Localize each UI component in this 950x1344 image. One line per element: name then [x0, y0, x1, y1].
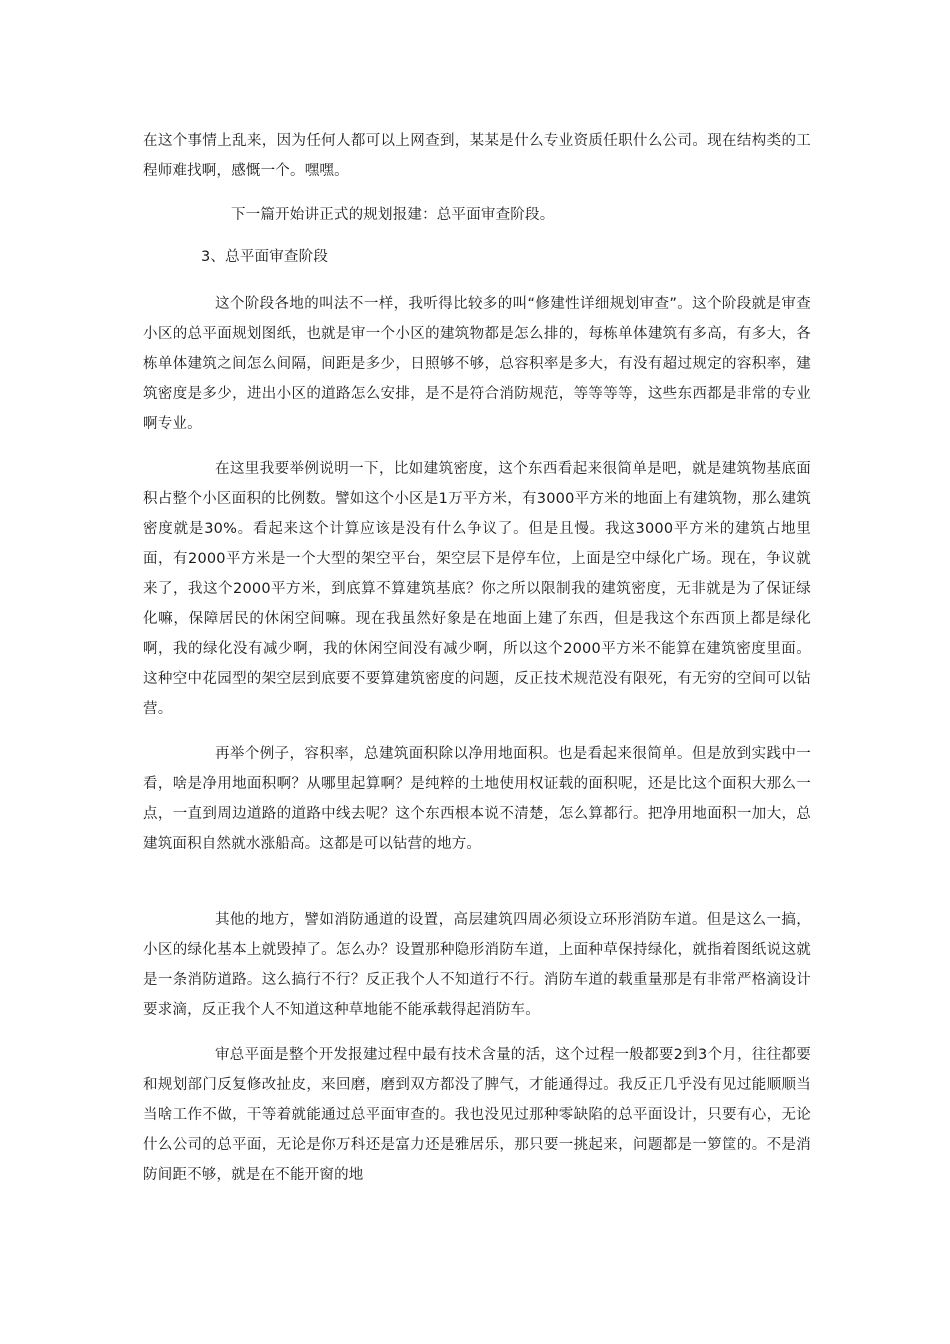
paragraph-review-summary: 审总平面是整个开发报建过程中最有技术含量的活，这个过程一般都要2到3个月，往往都要和规划部门反复修改扯皮，来回磨，磨到双方都没了脾气，才能通得过。我反正几乎没有见过能顺顺当当啥工作不做，干等着就能通过总平面审查的。我也没见过那种零缺陷的总平面设计，只要有心，无论什么公司的总平面，无论是你万科还是富力还是雅居乐，那只要一挑起来，问题都是一箩筐的。不是消防间距不够，就是在不能开窗的地	[143, 1047, 811, 1183]
paragraph-continuation: 在这个事情上乱来，因为任何人都可以上网查到，某某是什么专业资质任职什么公司。现在结构类的工程师难找啊，感慨一个。嘿嘿。	[143, 133, 811, 179]
paragraph-floor-area-ratio: 再举个例子，容积率，总建筑面积除以净用地面积。也是看起来很简单。但是放到实践中一看，啥是净用地面积啊？从哪里起算啊？是纯粹的土地使用权证载的面积呢，还是比这个面积大那么一点，一直到周边道路的道路中线去呢？这个东西根本说不清楚，怎么算都行。把净用地面积一加大，总建筑面积自然就水涨船高。这都是可以钻营的地方。	[143, 746, 811, 852]
document-page	[143, 126, 811, 1190]
paragraph-fire-lanes: 其他的地方，譬如消防通道的设置，高层建筑四周必须设立环形消防车道。但是这么一搞，小区的绿化基本上就毁掉了。怎么办？设置那种隐形消防车道，上面种草保持绿化，就指着图纸说这就是一条消防道路。这么搞行不行？反正我个人不知道行不行。消防车道的载重量那是有非常严格滴设计要求滴，反正我个人不知道这种草地能不能承载得起消防车。	[143, 912, 811, 1018]
paragraph-next-article-note: 下一篇开始讲正式的规划报建：总平面审查阶段。	[231, 207, 555, 223]
paragraph-stage-intro: 这个阶段各地的叫法不一样，我听得比较多的叫“修建性详细规划审查”。这个阶段就是审查小区的总平面规划图纸，也就是审一个小区的建筑物都是怎么排的，每栋单体建筑有多高，有多大，各栋单体建筑之间怎么间隔，间距是多少，日照够不够，总容积率是多大，有没有超过规定的容积率，建筑密度是多少，进出小区的道路怎么安排，是不是符合消防规范，等等等等，这些东西都是非常的专业啊专业。	[143, 296, 811, 432]
section-heading: 3、总平面审查阶段	[201, 249, 329, 265]
paragraph-building-density: 在这里我要举例说明一下，比如建筑密度，这个东西看起来很简单是吧，就是建筑物基底面积占整个小区面积的比例数。譬如这个小区是1万平方米，有3000平方米的地面上有建筑物，那么建筑密度就是30%。看起来这个计算应该是没有什么争议了。但是且慢。我这3000平方米的建筑占地里面，有2000平方米是一个大型的架空平台，架空层下是停车位，上面是空中绿化广场。现在，争议就来了，我这个2000平方米，到底算不算建筑基底？你之所以限制我的建筑密度，无非就是为了保证绿化嘛，保障居民的休闲空间嘛。现在我虽然好象是在地面上建了东西，但是我这个东西顶上都是绿化啊，我的绿化没有减少啊，我的休闲空间没有减少啊，所以这个2000平方米不能算在建筑密度里面。这种空中花园型的架空层到底要不要算建筑密度的问题，反正技术规范没有限死，有无穷的空间可以钻营。	[143, 461, 811, 717]
